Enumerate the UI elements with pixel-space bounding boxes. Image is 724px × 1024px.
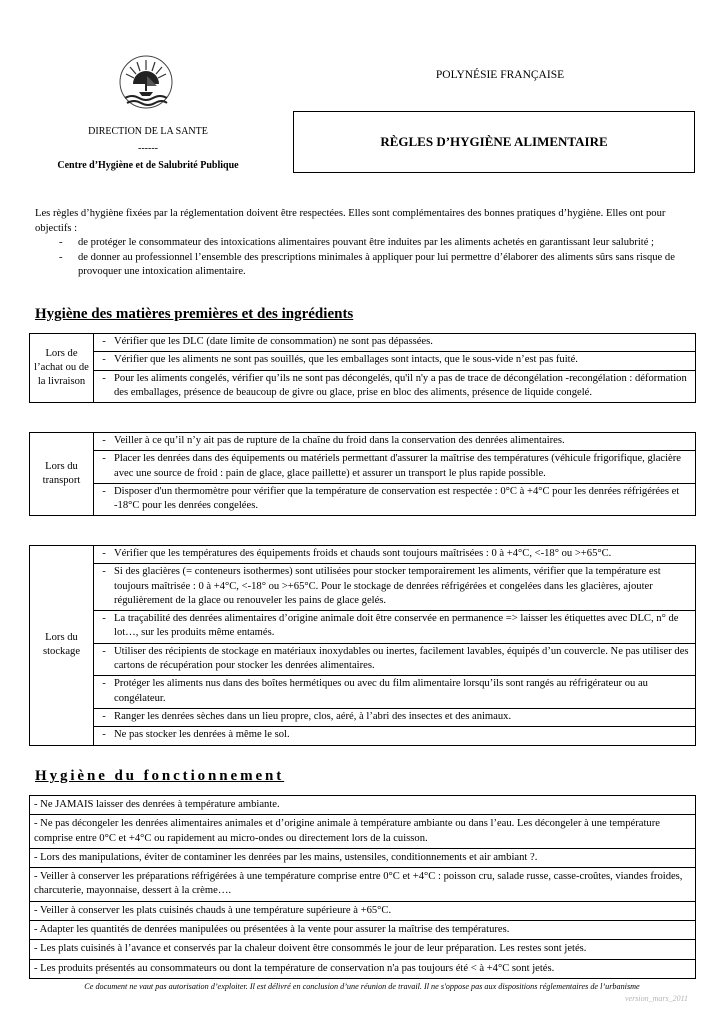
rule-item: - Utiliser des récipients de stockage en matériaux inoxydables ou inertes, facilement lavables, équipés d’un couvercle. Ne pas utiliser des cartons de récupération pour stocker les denrées alimentaires. [94, 644, 695, 677]
operations-rules [29, 795, 696, 979]
rules-items [94, 334, 696, 403]
rule-item: - Pour les aliments congelés, vérifier qu’ils ne sont pas décongelés, qu'il n'y a pas de trace de décongélation -recongélation : déformation des emballages, présence de beaucoup de givre ou glace, prise en bloc des aliments, présence de liquide congelé. [102, 372, 687, 398]
rule-item: - Si des glacières (= conteneurs isothermes) sont utilisées pour stocker temporairement les aliments, vérifier que la température est toujours maîtrisée : 0 à +4°C, <-18° ou >+65°C. Pour le stockage de denrées réfrigérées et congelées dans les glacières, ajouter régulièrement de la glace ou renouveler les pains de glace gelés. [94, 564, 695, 611]
section-title-operations: Hygiène du fonctionnement [35, 768, 285, 784]
rules-category: Lors du transport [30, 433, 94, 516]
objectives-list [35, 236, 690, 280]
operation-rule: - Les plats cuisinés à l’avance et conservés par la chaleur doivent être consommés le jour de leur préparation. Les restes sont jetés. [30, 940, 695, 959]
rule-item: - La traçabilité des denrées alimentaires d’origine animale doit être conservée en permanence => laisser les étiquettes avec DLC, n° de lot…, sur les produits même entamés. [94, 611, 695, 644]
rules-table-storage [29, 545, 696, 746]
operation-rule: - Ne pas décongeler les denrées alimentaires animales et d’origine animale à température ambiante ou dans l’eau. Les décongeler à une température comprise entre 0°C et +4°C ou rapidement au micro-ondes ou directement lors de la cuisson. [30, 815, 695, 849]
intro [35, 207, 690, 280]
rules-table-purchase [29, 333, 696, 403]
document-title [293, 111, 695, 173]
rule-item: - Vérifier que les DLC (date limite de consommation) ne sont pas dépassées. [94, 334, 695, 352]
direction-name: DIRECTION DE LA SANTE [88, 126, 208, 137]
rule-item: - Ne pas stocker les denrées à même le sol. [102, 729, 290, 741]
rule-item: - Vérifier que les aliments ne sont pas souillés, que les emballages sont intacts, que le sous-vide n’est pas fuité. [94, 352, 695, 370]
issuer-block [36, 123, 260, 174]
document-title-text: RÈGLES D’HYGIÈNE ALIMENTAIRE [380, 134, 608, 149]
version-label: version_mars_2011 [625, 994, 688, 1003]
rules-items [94, 433, 696, 516]
rules-items [94, 546, 696, 746]
operation-rule: - Lors des manipulations, éviter de contaminer les denrées par les mains, ustensiles, conditionnements et air ambiant ?. [30, 849, 695, 868]
rules-category: Lors du stockage [30, 546, 94, 746]
operation-rule: - Adapter les quantités de denrées manipulées ou présentées à la vente pour assurer la maîtrise des températures. [30, 921, 695, 940]
rule-item: - Vérifier que les températures des équipements froids et chauds sont toujours maîtrisées : 0 à +4°C, <-18° ou >+65°C. [94, 546, 695, 564]
intro-text: Les règles d’hygiène fixées par la réglementation doivent être respectées. Elles sont complémentaires des bonnes pratiques d’hygiène. Elles ont pour objectifs : [35, 208, 666, 234]
rules-table-transport [29, 432, 696, 516]
country-name: POLYNÉSIE FRANÇAISE [435, 69, 565, 81]
operation-rule: - Les produits présentés au consommateurs ou dont la température de conservation n'a pas toujours été < à +4°C sont jetés. [34, 962, 555, 974]
operation-rule: - Ne JAMAIS laisser des denrées à température ambiante. [30, 796, 695, 815]
operation-rule: - Veiller à conserver les plats cuisinés chauds à une température supérieure à +65°C. [30, 902, 695, 921]
rule-item: - Placer les denrées dans des équipements ou matériels permettant d'assurer la maîtrise des températures (véhicule frigorifique, glacière avec une source de froid : pain de glace, glace paillette) et assurer un transport le plus rapide possible. [94, 451, 695, 484]
polynesie-emblem-icon [119, 54, 173, 110]
section-title-ingredients: Hygiène des matières premières et des ingrédients [35, 306, 354, 322]
centre-name: Centre d’Hygiène et de Salubrité Publique [57, 160, 239, 171]
footer-disclaimer: Ce document ne vaut pas autorisation d’exploiter. Il est délivré en conclusion d’une réunion de travail. Il ne s'oppose pas aux dispositions réglementaires de l’urbanisme [84, 982, 640, 991]
rules-category: Lors de l’achat ou de la livraison [30, 334, 94, 403]
issuer-separator: ------ [138, 143, 158, 154]
rule-item: - Ranger les denrées sèches dans un lieu propre, clos, aéré, à l’abri des insectes et des animaux. [94, 709, 695, 727]
rule-item: - Veiller à ce qu’il n’y ait pas de rupture de la chaîne du froid dans la conservation des denrées alimentaires. [94, 433, 695, 451]
rule-item: - Disposer d'un thermomètre pour vérifier que la température de conservation est respectée : 0°C à +4°C pour les denrées réfrigérées et -18°C pour les denrées congelées. [102, 485, 680, 512]
operation-rule: - Veiller à conserver les préparations réfrigérées à une température comprise entre 0°C et +4°C : poisson cru, salade russe, casse-croûtes, viandes froides, charcuterie, mayonnaise, dessert à la crème…. [30, 868, 695, 902]
objective-item: - de donner au professionnel l’ensemble des prescriptions minimales à appliquer pour lui permettre d’élaborer des aliments sûrs sans risque de provoquer une intoxication alimentaire. [35, 251, 690, 280]
objective-item: - de protéger le consommateur des intoxications alimentaires pouvant être induites par les aliments achetés en garantissant leur salubrité ; [35, 236, 690, 251]
rule-item: - Protéger les aliments nus dans des boîtes hermétiques ou avec du film alimentaire lorsqu’ils sont rangés au réfrigérateur ou au congélateur. [94, 676, 695, 709]
